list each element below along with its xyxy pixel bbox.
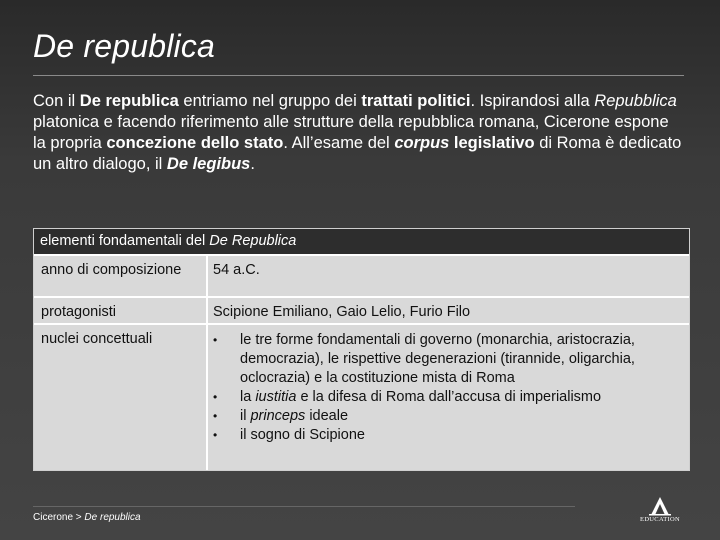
list-item-text: le tre forme fondamentali di governo (monarchia, aristocrazia, democrazia), le rispettive degenerazioni (tirannide, oligarchia, oclocrazia) e la costituzione mista di Roma <box>240 332 635 386</box>
intro-bold: De republica <box>79 92 179 110</box>
intro-text: Con il <box>33 92 80 110</box>
breadcrumb-text: Cicerone > <box>33 512 85 523</box>
intro-paragraph <box>33 91 683 175</box>
list-item <box>213 407 681 426</box>
table-row <box>34 298 689 323</box>
list-item-italic: iustitia <box>255 389 297 405</box>
table-header-italic: De Republica <box>209 233 297 249</box>
intro-text: entriamo nel gruppo dei <box>178 92 362 110</box>
intro-text: . All’esame del <box>283 134 395 152</box>
concept-list <box>213 331 681 445</box>
row-label: nuclei concettuali <box>41 331 153 347</box>
row-label: protagonisti <box>41 304 116 320</box>
intro-bold-italic: De legibus <box>166 155 251 173</box>
list-item-text: e la difesa di Roma dall’accusa di imperialismo <box>296 389 602 405</box>
table-row <box>34 325 689 470</box>
breadcrumb <box>33 512 141 523</box>
logo-mark-icon <box>636 496 684 516</box>
slide-title: De republica <box>33 28 216 64</box>
title-divider <box>33 75 684 76</box>
intro-bold: legislativo <box>449 134 535 152</box>
intro-text: platonica e facendo riferimento alle strutture della repubblica romana, Cicerone espone la propria <box>33 113 669 152</box>
row-label: anno di composizione <box>41 262 182 278</box>
intro-text: di Roma è dedicato un altro dialogo, il <box>33 134 682 173</box>
breadcrumb-italic: De republica <box>84 512 141 523</box>
table-row <box>34 256 689 296</box>
logo-text: EDUCATION <box>640 516 680 523</box>
table-header <box>34 229 689 254</box>
summary-table <box>33 228 690 471</box>
intro-text: . Ispirandosi alla <box>470 92 595 110</box>
list-item-text: il sogno di Scipione <box>240 427 365 443</box>
intro-bold: trattati politici <box>361 92 471 110</box>
footer-divider <box>33 506 575 507</box>
list-item-text: la <box>240 389 256 405</box>
list-item <box>213 331 681 388</box>
row-value: 54 a.C. <box>206 256 689 296</box>
intro-text: . <box>250 155 255 173</box>
publisher-logo <box>636 496 684 526</box>
intro-bold: concezione dello stato <box>106 134 284 152</box>
list-item-italic: princeps <box>250 408 306 424</box>
row-value: Scipione Emiliano, Gaio Lelio, Furio Filo <box>206 298 689 323</box>
table-header-text: elementi fondamentali del <box>40 233 210 249</box>
intro-italic: Repubblica <box>594 92 677 110</box>
row-value <box>206 325 689 470</box>
list-item <box>213 426 681 445</box>
list-item <box>213 388 681 407</box>
list-item-text: il <box>240 408 251 424</box>
list-item-text: ideale <box>305 408 349 424</box>
intro-bold-italic: corpus <box>394 134 450 152</box>
